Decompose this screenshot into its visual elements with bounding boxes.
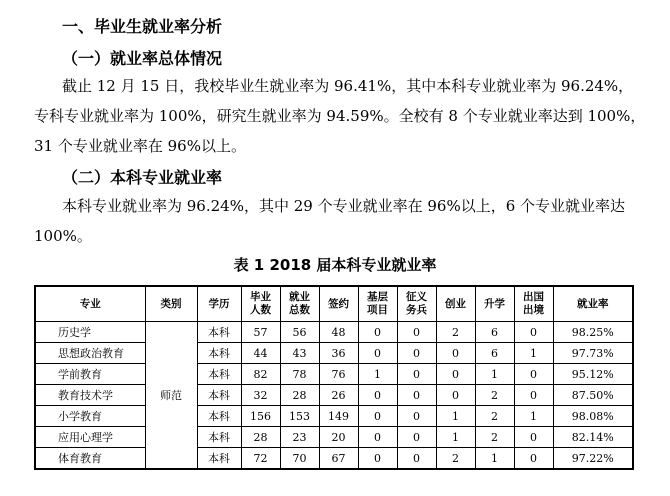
cell-employed: 78 <box>280 364 319 385</box>
cell-rate: 97.22% <box>553 448 633 470</box>
cell-graduates: 57 <box>241 322 280 343</box>
cell-rate: 98.25% <box>553 322 633 343</box>
cell-military: 0 <box>397 385 436 406</box>
table-row <box>35 448 633 470</box>
cell-contract: 20 <box>319 427 358 448</box>
cell-degree: 本科 <box>197 427 241 448</box>
cell-abroad: 0 <box>514 448 553 470</box>
cell-abroad: 0 <box>514 385 553 406</box>
cell-graduates: 44 <box>241 343 280 364</box>
paragraph-overall-line-1: 截止 12 月 15 日，我校毕业生就业率为 96.41%，其中本科专业就业率为 96.24%， <box>62 77 634 95</box>
header-major: 专业 <box>35 286 145 322</box>
cell-contract: 67 <box>319 448 358 470</box>
cell-abroad: 1 <box>514 343 553 364</box>
cell-startup: 0 <box>436 343 475 364</box>
cell-degree: 本科 <box>197 448 241 470</box>
cell-startup: 0 <box>436 385 475 406</box>
employment-rate-table <box>34 285 634 470</box>
cell-contract: 149 <box>319 406 358 427</box>
header-contract: 签约 <box>319 286 358 322</box>
table-header-row <box>35 286 633 322</box>
cell-contract: 26 <box>319 385 358 406</box>
cell-startup: 2 <box>436 322 475 343</box>
cell-major: 思想政治教育 <box>35 343 145 364</box>
cell-grassroots: 0 <box>358 385 397 406</box>
cell-startup: 2 <box>436 448 475 470</box>
cell-employed: 43 <box>280 343 319 364</box>
cell-abroad: 0 <box>514 427 553 448</box>
table-row <box>35 427 633 448</box>
header-startup: 创业 <box>436 286 475 322</box>
cell-military: 0 <box>397 406 436 427</box>
cell-major: 教育技术学 <box>35 385 145 406</box>
header-further-study: 升学 <box>475 286 514 322</box>
header-grassroots: 基层 项目 <box>358 286 397 322</box>
cell-abroad: 1 <box>514 406 553 427</box>
section-title: 一、毕业生就业率分析 <box>62 17 223 36</box>
cell-military: 0 <box>397 448 436 470</box>
cell-further-study: 2 <box>475 406 514 427</box>
cell-further-study: 2 <box>475 385 514 406</box>
table-row <box>35 364 633 385</box>
cell-further-study: 1 <box>475 364 514 385</box>
table-row <box>35 385 633 406</box>
subsection-title-overall: （一）就业率总体情况 <box>62 49 223 68</box>
cell-category: 师范 <box>145 322 197 470</box>
cell-further-study: 1 <box>475 448 514 470</box>
header-graduates: 毕业 人数 <box>241 286 280 322</box>
table-row <box>35 406 633 427</box>
cell-degree: 本科 <box>197 406 241 427</box>
cell-further-study: 6 <box>475 343 514 364</box>
header-category: 类别 <box>145 286 197 322</box>
cell-contract: 36 <box>319 343 358 364</box>
paragraph-overall-line-2: 专科专业就业率为 100%，研究生就业率为 94.59%。全校有 8 个专业就业率达到 100%， <box>34 107 646 125</box>
cell-military: 0 <box>397 364 436 385</box>
header-abroad: 出国 出境 <box>514 286 553 322</box>
cell-grassroots: 0 <box>358 427 397 448</box>
cell-military: 0 <box>397 322 436 343</box>
cell-degree: 本科 <box>197 385 241 406</box>
cell-abroad: 0 <box>514 364 553 385</box>
cell-abroad: 0 <box>514 322 553 343</box>
cell-major: 历史学 <box>35 322 145 343</box>
cell-graduates: 156 <box>241 406 280 427</box>
cell-rate: 82.14% <box>553 427 633 448</box>
cell-grassroots: 0 <box>358 343 397 364</box>
paragraph-undergrad-line-2: 100%。 <box>34 227 92 245</box>
cell-contract: 48 <box>319 322 358 343</box>
cell-grassroots: 0 <box>358 322 397 343</box>
cell-startup: 1 <box>436 406 475 427</box>
cell-employed: 28 <box>280 385 319 406</box>
cell-startup: 0 <box>436 364 475 385</box>
cell-grassroots: 0 <box>358 448 397 470</box>
cell-rate: 95.12% <box>553 364 633 385</box>
paragraph-undergrad-line-1: 本科专业就业率为 96.24%，其中 29 个专业就业率在 96%以上，6 个专业就业率达 <box>62 197 626 215</box>
cell-degree: 本科 <box>197 343 241 364</box>
cell-grassroots: 1 <box>358 364 397 385</box>
subsection-title-undergrad: （二）本科专业就业率 <box>62 168 223 187</box>
cell-rate: 98.08% <box>553 406 633 427</box>
cell-employed: 70 <box>280 448 319 470</box>
cell-major: 应用心理学 <box>35 427 145 448</box>
header-rate: 就业率 <box>553 286 633 322</box>
cell-further-study: 2 <box>475 427 514 448</box>
cell-major: 小学教育 <box>35 406 145 427</box>
cell-employed: 23 <box>280 427 319 448</box>
cell-degree: 本科 <box>197 322 241 343</box>
cell-grassroots: 0 <box>358 406 397 427</box>
cell-further-study: 6 <box>475 322 514 343</box>
cell-startup: 1 <box>436 427 475 448</box>
cell-graduates: 28 <box>241 427 280 448</box>
table-row <box>35 322 633 343</box>
cell-degree: 本科 <box>197 364 241 385</box>
cell-graduates: 72 <box>241 448 280 470</box>
cell-employed: 56 <box>280 322 319 343</box>
table-caption: 表 1 2018 届本科专业就业率 <box>233 256 437 274</box>
cell-military: 0 <box>397 427 436 448</box>
header-employed: 就业 总数 <box>280 286 319 322</box>
cell-military: 0 <box>397 343 436 364</box>
paragraph-overall-line-3: 31 个专业就业率在 96%以上。 <box>34 137 246 155</box>
cell-rate: 97.73% <box>553 343 633 364</box>
header-degree: 学历 <box>197 286 241 322</box>
cell-major: 体育教育 <box>35 448 145 470</box>
header-military: 征义 务兵 <box>397 286 436 322</box>
cell-major: 学前教育 <box>35 364 145 385</box>
cell-employed: 153 <box>280 406 319 427</box>
cell-graduates: 32 <box>241 385 280 406</box>
cell-contract: 76 <box>319 364 358 385</box>
cell-rate: 87.50% <box>553 385 633 406</box>
cell-graduates: 82 <box>241 364 280 385</box>
table-row <box>35 343 633 364</box>
